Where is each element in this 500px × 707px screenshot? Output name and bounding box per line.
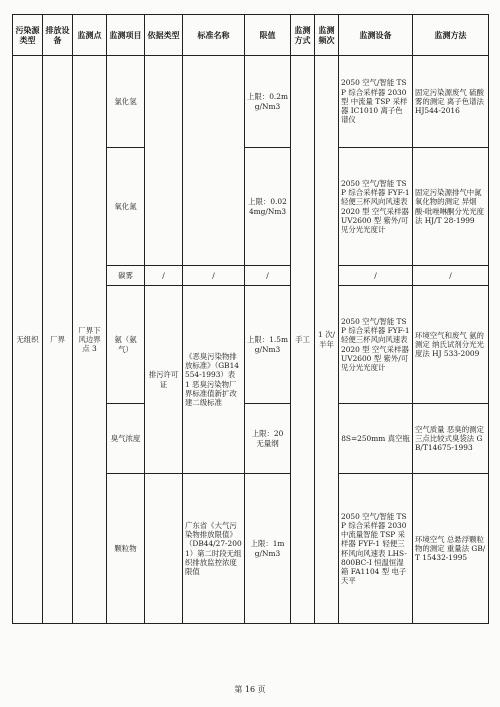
header-basis-type: 依据类型 [145, 15, 183, 56]
cell-monitoring-point: 厂界下风边界点 3 [73, 56, 107, 624]
monitoring-plan-table [12, 14, 488, 674]
cell-limit: 上限：20 无量纲 [245, 404, 291, 474]
cell-item: 臭气浓度 [107, 404, 145, 474]
header-monitoring-point: 监测点 [73, 15, 107, 56]
table-header-row [13, 15, 489, 56]
table-row [13, 56, 489, 148]
header-standard-name: 标准名称 [183, 15, 245, 56]
cell-item: 碳雾 [107, 266, 145, 286]
cell-standard: 广东省《大气污染物排放限值》（DB44/27-2001）第二时段无组织排放监控浓度限值 [183, 474, 245, 624]
cell-method: 环境空气 总悬浮颗粒物的测定 重量法 GB/T 15432-1995 [413, 474, 489, 624]
header-monitoring-frequency: 监测频次 [315, 15, 339, 56]
cell-equipment: 2050 空气/智能 TSP 综合采样器 FYF-1 轻便三杯风向风速表 2020 型 空气采样器 UV2600 型 紫外/可见分光光度计 [339, 148, 413, 266]
cell-basis: / [145, 266, 183, 286]
header-monitoring-equipment: 监测设备 [339, 15, 413, 56]
cell-standard: / [183, 266, 245, 286]
cell-equipment: 2050 空气/智能 TSP 综合采样器 FYF-1 轻便三杯风向风速表 2020 型 空气采样器 UV2600 型 紫外/可见分光光度计 [339, 286, 413, 404]
header-pollutant-type: 污染源类型 [13, 15, 43, 56]
header-discharge-equipment: 排放设备 [43, 15, 73, 56]
cell-equipment: 8S=250mm 真空瓶 [339, 404, 413, 474]
header-monitoring-item: 监测项目 [107, 15, 145, 56]
header-monitoring-mode: 监测方式 [291, 15, 315, 56]
cell-equipment: 2050 空气/智能 TSP 综合采样器 2030 中流量智能 TSP 采样器 FYF-1 轻便三杯风向风速表 LHS-800BC-I 恒温恒湿箱 FA1104 型 电子天平 [339, 474, 413, 624]
header-monitoring-method: 监测方法 [413, 15, 489, 56]
cell-method: 固定污染源废气 硫酸雾的测定 离子色谱法 HJ544-2016 [413, 56, 489, 148]
cell-basis: 排污许可证 [145, 286, 183, 474]
cell-method: 固定污染源排气中氮氧化物的测定 异烟酸-吡唑啉酮分光光度法 HJ/T 28-1999 [413, 148, 489, 266]
page-number: 第 16 页 [234, 685, 266, 694]
cell-frequency: 1 次/半年 [315, 56, 339, 624]
cell-method: / [413, 266, 489, 286]
cell-method: 空气质量 恶臭的测定 三点比较式臭袋法 GB/T14675-1993 [413, 404, 489, 474]
cell-item: 氨（氨气） [107, 286, 145, 404]
cell-method-mode: 手工 [291, 56, 315, 624]
cell-equipment: 2050 空气/智能 TSP 综合采样器 2030 型 中流量 TSP 采样器 IC1010 离子色谱仪 [339, 56, 413, 148]
cell-item: 颗粒物 [107, 474, 145, 624]
cell-method: 环境空气和废气 氨的测定 纳氏试剂分光光度法 HJ 533-2009 [413, 286, 489, 404]
cell-item: 氧化氮 [107, 148, 145, 266]
cell-item: 氯化氢 [107, 56, 145, 148]
cell-limit: / [245, 266, 291, 286]
cell-limit: 上限：1mg/Nm3 [245, 474, 291, 624]
cell-pollutant-type: 无组织 [13, 56, 43, 624]
cell-limit: 上限：0.024mg/Nm3 [245, 148, 291, 266]
header-limit: 限值 [245, 15, 291, 56]
cell-limit: 上限：1.5mg/Nm3 [245, 286, 291, 404]
cell-discharge-equipment: 厂界 [43, 56, 73, 624]
cell-limit: 上限：0.2mg/Nm3 [245, 56, 291, 148]
cell-equipment: / [339, 266, 413, 286]
cell-standard: 《恶臭污染物排放标准》（GB14554-1993）表 1 恶臭污染物厂界标准值新扩改建二级标准 [183, 286, 245, 474]
